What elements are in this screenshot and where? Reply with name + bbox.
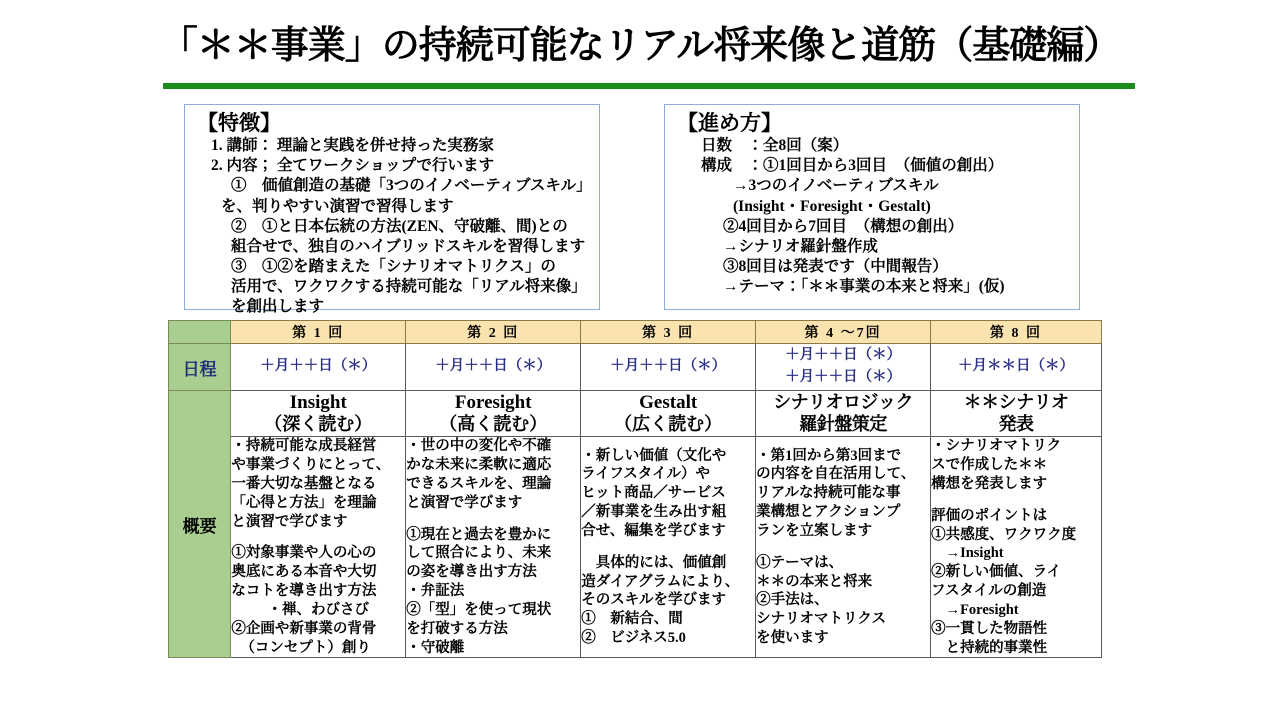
list-item: 構成 ：①1回目から3回目 （価値の創出）	[701, 157, 1004, 175]
column-header-session-4: 第 4 ～7回	[756, 321, 931, 344]
schedule-table	[168, 320, 1102, 658]
body-line: 評価のポイントは	[931, 507, 1048, 524]
date-line: ＋月＊＊日（＊）	[958, 358, 1075, 375]
body-line: 業構想とアクションプ	[756, 504, 901, 521]
header-corner-cell	[169, 321, 231, 344]
body-cell-session-3	[581, 437, 756, 658]
body-line: と演習で学びます	[406, 494, 523, 511]
body-line: ・守破離	[406, 639, 465, 656]
list-item: 2. 内容； 全てワークショップで行います	[211, 157, 495, 175]
body-line: ＊＊の本来と将来	[756, 573, 873, 590]
body-line: を打破する方法	[406, 620, 508, 637]
column-header-session-2: 第 2 回	[406, 321, 581, 344]
title-cell-session-1	[231, 391, 406, 437]
title-cell-session-2	[406, 391, 581, 437]
body-line: ①現在と過去を豊かに	[406, 526, 552, 543]
row-label-outline: 概要	[169, 391, 231, 658]
date-cell-session-1	[231, 344, 406, 391]
body-spacer	[581, 541, 755, 554]
body-line: ・シナリオマトリク	[931, 438, 1062, 455]
method-box	[664, 104, 1080, 310]
body-line: 造ダイアグラムにより、	[581, 573, 740, 590]
list-item: ② ①と日本伝統の方法(ZEN、守破離、間)との	[231, 217, 568, 235]
list-item: →シナリオ羅針盤作成	[723, 237, 878, 255]
body-line: して照合により、未来	[406, 545, 552, 562]
title-cell-session-5	[931, 391, 1102, 437]
body-line: できるスキルを、理論	[406, 475, 552, 492]
date-line: ＋月＋＋日（＊）	[785, 369, 902, 385]
body-line: ② ビジネス5.0	[581, 630, 686, 647]
session-title: シナリオロジック	[773, 391, 914, 412]
title-underline-rule	[163, 83, 1135, 89]
session-subtitle: 発表	[998, 413, 1034, 434]
table-row-dates	[169, 344, 1102, 391]
body-line: ③一貫した物語性	[931, 620, 1048, 637]
list-item: ③8回目は発表です（中間報告）	[723, 257, 948, 275]
method-box-heading: 【進め方】	[677, 111, 782, 135]
session-subtitle: （高く読む）	[439, 414, 548, 435]
row-label-date: 日程	[169, 344, 231, 391]
features-box-heading: 【特徴】	[197, 111, 281, 135]
body-line: ①テーマは、	[756, 554, 844, 571]
table-header-row	[169, 321, 1102, 344]
body-line: 合せ、編集を学びます	[581, 522, 726, 539]
body-spacer	[406, 513, 580, 526]
body-line: ・禅、わびさび	[267, 601, 370, 618]
body-line: の姿を導き出す方法	[406, 564, 537, 581]
date-cell-session-3	[581, 344, 756, 391]
body-line: ②企画や新事業の背骨	[231, 620, 377, 637]
body-line: ライフスタイル）や	[581, 466, 710, 483]
body-line: ・弁証法	[406, 583, 465, 600]
body-line: ヒット商品／サービス	[581, 485, 726, 502]
list-item: 組合せで、独自のハイブリッドスキルを習得します	[231, 237, 586, 255]
list-item: →テーマ：「＊＊事業の本来と将来」(仮)	[723, 278, 1005, 296]
session-subtitle: 羅針盤策定	[799, 413, 887, 434]
list-item: ③ ①②を踏まえた「シナリオマトリクス」の	[231, 257, 556, 275]
list-item: 1. 講師： 理論と実践を併せ持った実務家	[211, 137, 494, 155]
session-title: Gestalt	[639, 392, 698, 413]
session-subtitle: （深く読む）	[264, 414, 373, 435]
body-line: ②手法は、	[756, 592, 829, 609]
body-line: かな未来に柔軟に適応	[406, 456, 552, 473]
method-box-list	[677, 136, 1069, 297]
body-line: リアルな持続可能な事	[756, 485, 901, 502]
body-line: ① 新結合、間	[581, 611, 683, 628]
body-cell-session-1	[231, 437, 406, 658]
body-cell-session-5	[931, 437, 1102, 658]
date-line: ＋月＋＋日（＊）	[785, 347, 902, 364]
body-line: ・持続可能な成長経営	[231, 438, 377, 455]
date-cell-session-4	[756, 344, 931, 391]
body-line: なコトを導き出す方法	[231, 583, 377, 600]
features-box	[184, 104, 600, 316]
date-line: ＋月＋＋日（＊）	[260, 358, 377, 375]
session-subtitle: （広く読む）	[614, 414, 723, 435]
body-line: →Foresight	[931, 601, 1019, 618]
page-title: 「＊＊事業」の持続可能なリアル将来像と道筋（基礎編）	[159, 25, 1121, 67]
date-cell-session-5	[931, 344, 1102, 391]
list-item: →3つのイノベーティブスキル	[733, 177, 939, 195]
body-spacer	[931, 494, 1101, 507]
body-line: ②「型」を使って現状	[406, 601, 552, 618]
session-title: ＊＊シナリオ	[963, 391, 1069, 412]
body-line: シナリオマトリクス	[756, 611, 887, 628]
body-line: 具体的には、価値創	[581, 554, 727, 571]
body-line: の内容を自在活用して、	[756, 466, 916, 483]
list-item: を、判りやすい演習で習得します	[221, 197, 454, 215]
body-line: ／新事業を生み出す組	[581, 504, 727, 521]
body-line: と持続的事業性	[931, 639, 1048, 656]
list-item: ① 価値創造の基礎「3つのイノベーティブスキル」	[231, 177, 592, 195]
date-cell-session-2	[406, 344, 581, 391]
body-cell-session-2	[406, 437, 581, 658]
body-line: ・世の中の変化や不確	[406, 438, 552, 455]
body-line: フスタイルの創造	[931, 583, 1047, 600]
body-line: （コンセプト）創り	[240, 639, 371, 656]
body-line: 奥底にある本音や大切	[231, 564, 377, 581]
body-line: 構想を発表します	[931, 475, 1048, 492]
body-spacer	[231, 531, 405, 544]
body-line: ①対象事業や人の心の	[231, 545, 377, 562]
body-line: スで作成した＊＊	[931, 456, 1048, 473]
body-spacer	[756, 541, 930, 554]
body-line: ②新しい価値、ライ	[931, 564, 1062, 581]
table-row-body	[169, 437, 1102, 658]
date-line: ＋月＋＋日（＊）	[435, 358, 552, 375]
column-header-session-3: 第 3 回	[581, 321, 756, 344]
table-row-titles	[169, 391, 1102, 437]
column-header-session-5: 第 8 回	[931, 321, 1102, 344]
list-item: 日数 ：全8回（案）	[701, 137, 849, 155]
list-item: ②4回目から7回目 （構想の創出）	[723, 217, 964, 235]
date-line: ＋月＋＋日（＊）	[610, 358, 727, 375]
list-item: 活用で、ワクワクする持続可能な「リアル将来像」	[231, 278, 587, 296]
body-line: ①共感度、ワクワク度	[931, 526, 1077, 543]
features-box-list	[197, 136, 592, 317]
body-line: ランを立案します	[756, 522, 873, 539]
body-line: と演習で学びます	[231, 513, 348, 530]
body-cell-session-4	[756, 437, 931, 658]
body-line: そのスキルを学びます	[581, 592, 727, 609]
body-line: ・新しい価値（文化や	[581, 447, 727, 464]
session-title: Insight	[289, 392, 347, 413]
list-item: (Insight・Foresight・Gestalt)	[733, 197, 931, 215]
title-cell-session-3	[581, 391, 756, 437]
list-item: を創出します	[231, 298, 325, 316]
body-line: を使います	[756, 630, 829, 647]
body-line: 一番大切な基盤となる	[231, 475, 377, 492]
body-line: →Insight	[931, 545, 1004, 562]
title-cell-session-4	[756, 391, 931, 437]
session-title: Foresight	[454, 392, 532, 413]
column-header-session-1: 第 1 回	[231, 321, 406, 344]
body-line: ・第1回から第3回まで	[756, 447, 902, 464]
body-line: や事業づくりにとって、	[231, 456, 391, 473]
body-line: 「心得と方法」を理論	[231, 494, 377, 511]
